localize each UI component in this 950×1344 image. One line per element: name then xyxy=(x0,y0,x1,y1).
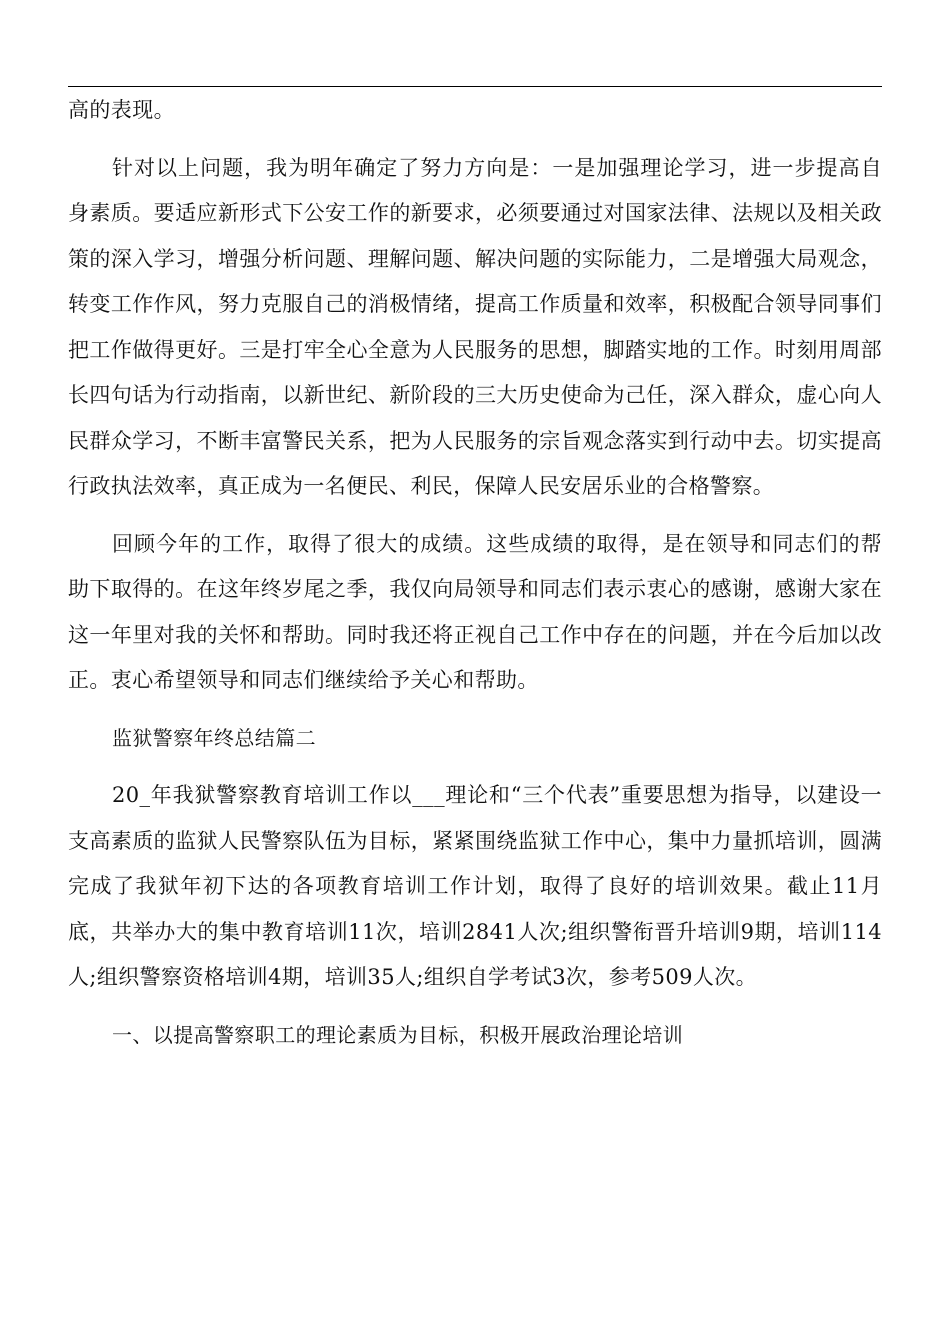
paragraph-plan: 针对以上问题，我为明年确定了努力方向是：一是加强理论学习，进一步提高自身素质。要适应新形式下公安工作的新要求，必须要通过对国家法律、法规以及相关政策的深入学习，增强分析问题、理解问题、解决问题的实际能力，二是增强大局观念，转变工作作风，努力克服自己的消极情绪，提高工作质量和效率，积极配合领导同事们把工作做得更好。三是打牢全心全意为人民服务的思想，脚踏实地的工作。时刻用周部长四句话为行动指南，以新世纪、新阶段的三大历史使命为己任，深入群众，虚心向人民群众学习，不断丰富警民关系，把为人民服务的宗旨观念落实到行动中去。切实提高行政执法效率，真正成为一名便民、利民，保障人民安居乐业的合格警察。 xyxy=(68,155,882,498)
document-body xyxy=(68,88,882,1058)
section-title: 监狱警察年终总结篇二 xyxy=(112,725,316,750)
subheading-one: 一、以提高警察职工的理论素质为目标，积极开展政治理论培训 xyxy=(112,1022,684,1047)
paragraph-gap xyxy=(68,704,882,716)
paragraph-training: 20_年我狱警察教育培训工作以___理论和“三个代表”重要思想为指导，以建设一支高素质的监狱人民警察队伍为目标，紧紧围绕监狱工作中心，集中力量抓培训，圆满完成了我狱年初下达的各项教育培训工作计划，取得了良好的培训效果。截止11月底，共举办大的集中教育培训11次，培训2841人次;组织警衔晋升培训9期，培训114人;组织警察资格培训4期，培训35人;组织自学考试3次，参考509人次。 xyxy=(68,783,882,989)
continuation-text: 高的表现。 xyxy=(68,98,175,122)
paragraph-gap xyxy=(68,761,882,773)
header-rule xyxy=(68,86,882,87)
paragraph-gap xyxy=(68,1001,882,1013)
paragraph-gap xyxy=(68,510,882,522)
paragraph-gap xyxy=(68,134,882,146)
paragraph-review: 回顾今年的工作，取得了很大的成绩。这些成绩的取得，是在领导和同志们的帮助下取得的。在这年终岁尾之季，我仅向局领导和同志们表示衷心的感谢，感谢大家在这一年里对我的关怀和帮助。同时我还将正视自己工作中存在的问题，并在今后加以改正。衷心希望领导和同志们继续给予关心和帮助。 xyxy=(68,531,882,692)
